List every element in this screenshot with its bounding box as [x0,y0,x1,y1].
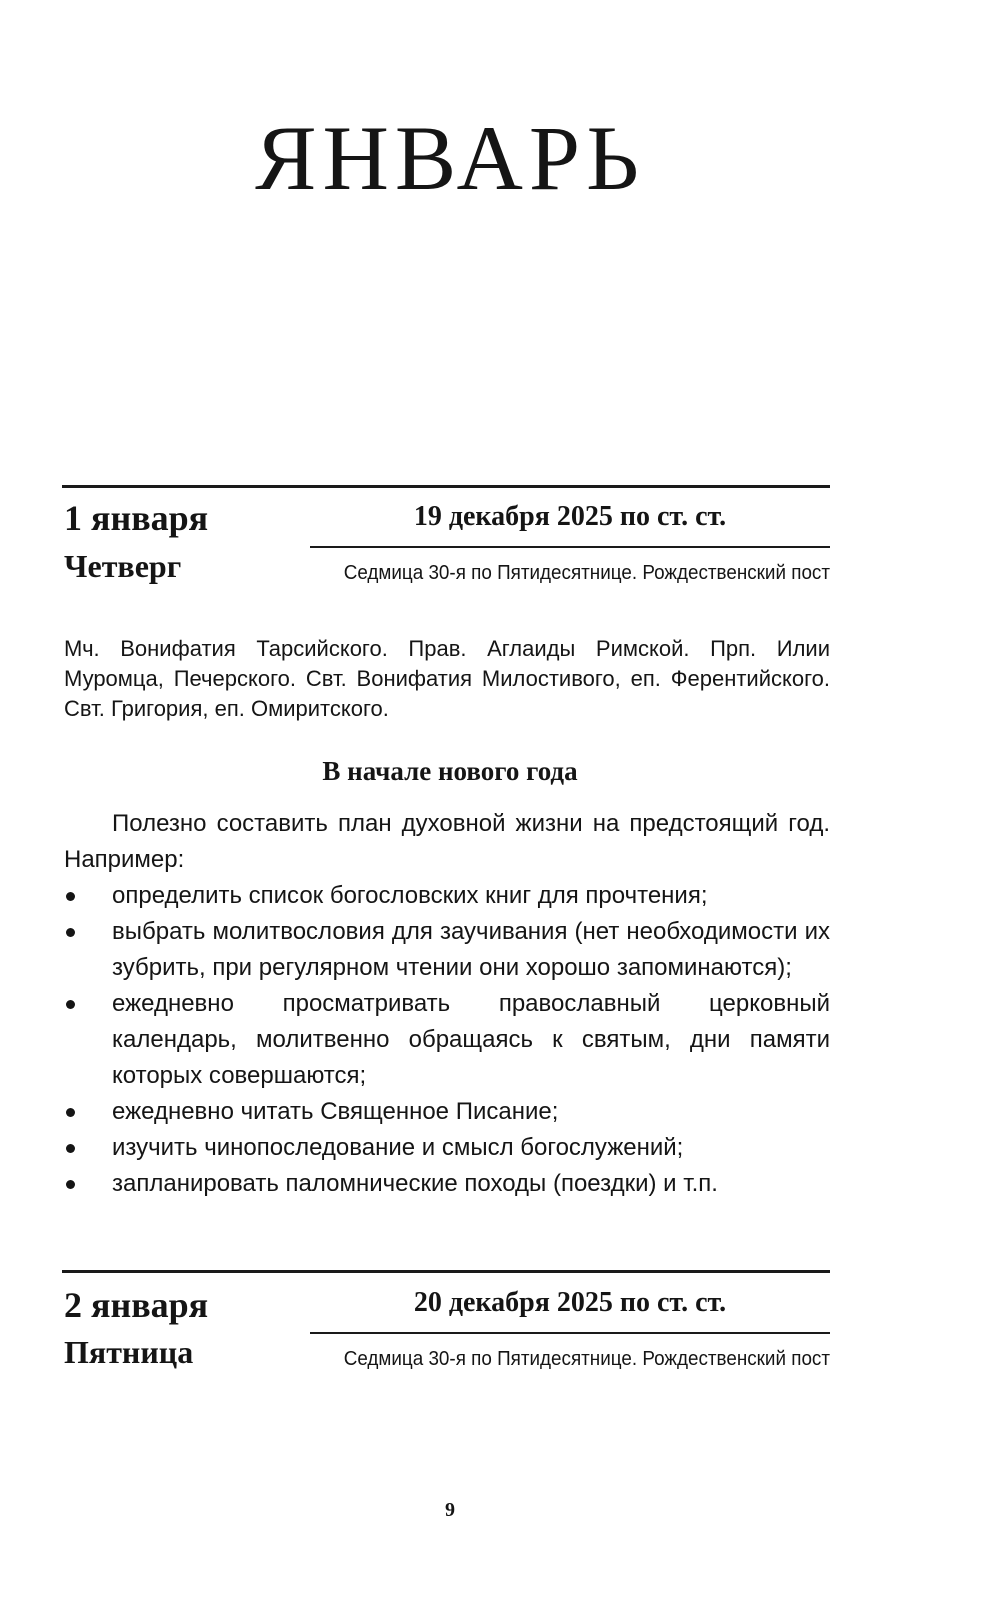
day-1-intro: Полезно составить план духовной жизни на предстоящий год. Например: [64,810,830,873]
day-2-date: 2 января [64,1285,209,1325]
list-item [64,1094,830,1130]
list-item-text: выбрать молитвословия для заучивания (нет необходимости их зубрить, при регулярном чтении они хорошо запоминаются); [112,918,830,981]
list-item [64,1166,830,1202]
day-1-saints: Мч. Вонифатия Тарсийского. Прав. Аглаиды Римской. Прп. Илии Муромца, Печерского. Свт. Вонифатия Милостивого, еп. Ферентийского. Свт. Григория, еп. Омиритского. [64,636,830,721]
day-2-week-info: Седмица 30-я по Пятидесятнице. Рождественский пост [343,1347,830,1370]
bullet-icon [66,1000,75,1009]
bullet-icon [66,892,75,901]
list-item-text: запланировать паломнические походы (поездки) и т.п. [112,1170,718,1197]
month-title: ЯНВАРЬ [255,107,645,209]
list-item [64,914,830,986]
bullet-icon [66,1108,75,1117]
list-item-text: изучить чинопоследование и смысл богослужений; [112,1134,684,1161]
day-2-top-rule [62,1270,830,1273]
day-1-weekday: Четверг [64,548,182,584]
bullet-icon [66,1144,75,1153]
day-2-weekday: Пятница [64,1334,194,1370]
list-item [64,878,830,914]
list-item [64,986,830,1094]
day-2-header-divider [310,1332,830,1334]
day-1-top-rule [62,485,830,488]
bullet-icon [66,1180,75,1189]
day-1-old-style-date: 19 декабря 2025 по ст. ст. [413,501,727,532]
page-number: 9 [445,1499,455,1521]
list-item-text: определить список богословских книг для прочтения; [112,882,708,909]
day-1-plan-list [64,878,830,1202]
day-1-header-divider [310,546,830,548]
list-item-text: ежедневно читать Священное Писание; [112,1098,559,1125]
bullet-icon [66,928,75,937]
day-2-old-style-date: 20 декабря 2025 по ст. ст. [413,1287,727,1318]
day-1-week-info: Седмица 30-я по Пятидесятнице. Рождественский пост [343,561,830,584]
day-1-section-title: В начале нового года [322,756,578,786]
list-item-text: ежедневно просматривать православный церковный календарь, молитвенно обращаясь к святым, дни памяти которых совершаются; [112,990,830,1089]
list-item [64,1130,830,1166]
day-1-date: 1 января [64,498,209,538]
